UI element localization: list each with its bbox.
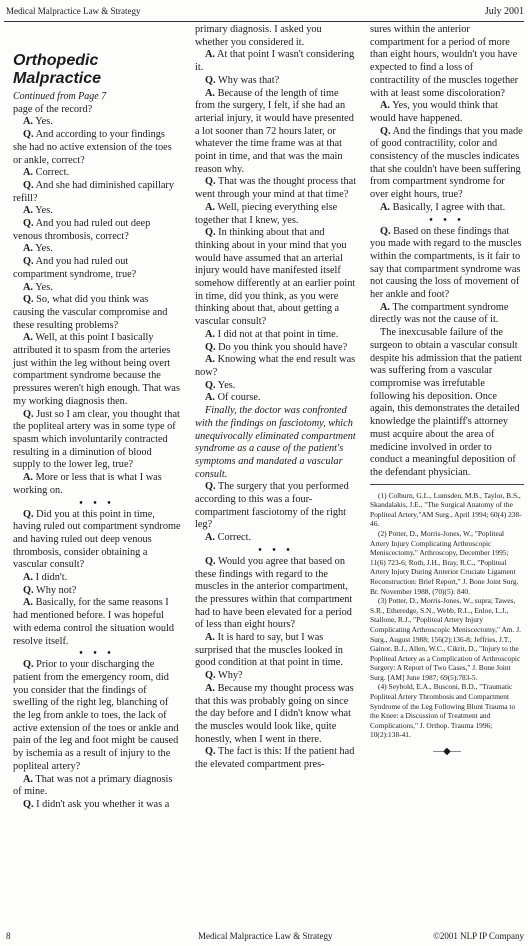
transcript-text: Just so I am clear, you thought that the popliteal artery was in some type of spasm which involuntarily contracted resulting in a diminution of blood supply to the lower leg, true?: [13, 408, 180, 471]
column-2-body: [195, 24, 357, 772]
transcript-line: [13, 167, 181, 180]
transcript-line: [13, 332, 181, 408]
transcript-line: [195, 380, 357, 393]
transcript-line: [195, 532, 357, 545]
speaker-label: A.: [205, 328, 216, 340]
running-header-publication: Medical Malpractice Law & Strategy: [6, 6, 141, 16]
continued-text: primary diagnosis. I asked you whether you considered it.: [195, 24, 322, 48]
transcript-line: [195, 49, 357, 74]
transcript-text: And she had diminished capillary refill?: [13, 179, 175, 204]
transcript-line: [370, 100, 524, 125]
transcript-text: More or less that is what I was working on.: [13, 472, 162, 496]
speaker-label: A.: [23, 205, 34, 217]
transcript-text: Basically, I agree with that.: [392, 201, 506, 213]
end-mark: —◆—: [433, 746, 461, 758]
transcript-text: And the findings that you made of good contractility, color and consistency of the muscles indicates that she couldn't have been suffering from compartment syndrome for over eight hours, true?: [370, 125, 523, 201]
transcript-line: [13, 218, 181, 243]
endnote: (2) Potter, D., Morris-Jones, W., "Popliteal Artery Injury Complicating Arthroscopic Meniscectomy," Arthroscopy, December 1995; 11(6) 723-6; Roth, J.H., Bray, R.C., "Popliteal Artery Injury During Anterior Cruciate Ligament Reconstruction: Brief Report," J. Bone Joint Surg. Br. November 1988, (70)(5): 840.: [370, 528, 519, 596]
transcript-text: Well, at this point I basically attributed it to spasm from the arteries just within the leg without being overt compartment syndrome because the pressures weren't high enough. That was my working diagnosis then.: [13, 332, 180, 407]
transcript-text: And you had ruled out deep venous thrombosis, correct?: [13, 218, 151, 242]
transcript-text: Prior to your discharging the patient from the emergency room, did you consider that the findings of swelling of the right leg, blanching of the leg from ankle to toes, the lack of active extension of the toes or ankle and pain of the leg and foot might be caused by ischemia as a result of injury to the popliteal artery?: [13, 659, 179, 772]
continued-text: sures within the anterior compartment for a period of more than eight hours, wouldn't you have expected to find a loss of contractility of the muscles together with at least some discoloration?: [370, 24, 519, 99]
footer-publication: Medical Malpractice Law & Strategy: [198, 931, 333, 941]
transcript-line: [195, 392, 357, 405]
notes-divider: [370, 484, 524, 485]
transcript-text: Yes.: [217, 379, 236, 391]
transcript-text: The fact is this: If the patient had the elevated compartment pres-: [195, 746, 355, 771]
column-2: [195, 24, 357, 772]
transcript-line: [195, 227, 357, 329]
transcript-text: Yes.: [35, 243, 53, 255]
transcript-line: [195, 202, 357, 227]
transcript-text: I didn't ask you whether it was a: [36, 798, 170, 810]
speaker-label: A.: [205, 532, 216, 544]
transcript-line: [13, 509, 181, 573]
transcript-line: [13, 572, 181, 585]
endnotes: [370, 491, 524, 740]
transcript-line: [13, 659, 181, 773]
column-1: [13, 24, 181, 812]
transcript-line: [13, 597, 181, 648]
transcript-line: [195, 329, 357, 342]
transcript-line: [13, 774, 181, 799]
transcript-line: [370, 302, 524, 327]
transcript-line: [13, 282, 181, 295]
transcript-text: Correct.: [35, 167, 70, 179]
speaker-label: Q.: [23, 508, 34, 520]
speaker-label: Q.: [205, 481, 216, 493]
transcript-text: So, what did you think was causing the vascular compromise and these resulting problems?: [13, 294, 168, 331]
speaker-label: Q.: [380, 225, 391, 237]
speaker-label: Q.: [205, 555, 216, 567]
transcript-text: In thinking about that and thinking about in your mind that you would have assumed that an arterial injury would have manifested itself somehow differently at an earlier point in time, did you think, as you were thinking about that, about getting a vascular consult?: [195, 227, 356, 328]
article-title: Orthopedic Malpractice: [13, 52, 102, 87]
footer-copyright: ©2001 NLP IP Company: [433, 931, 524, 941]
speaker-label: Q.: [205, 670, 216, 682]
speaker-label: Q.: [205, 176, 216, 188]
transcript-line: [13, 205, 181, 218]
transcript-text: Of course.: [217, 392, 261, 404]
speaker-label: A.: [380, 301, 391, 313]
transcript-line: [370, 226, 524, 302]
speaker-label: Q.: [23, 659, 34, 671]
transcript-text: Because my thought process was that this was probably going on since the day before and I didn't know what the muscles would look like, quite honestly, when I went in there.: [195, 682, 354, 745]
narrative-paragraph: Finally, the doctor was confronted with the findings on fasciotomy, which unequivocally eliminated compartment syndrome as a cause of the patient's symptoms and mandated a vascular consult.: [195, 405, 356, 480]
speaker-label: A.: [23, 597, 34, 609]
speaker-label: Q.: [380, 125, 391, 137]
transcript-text: Why was that?: [217, 74, 280, 86]
transcript-line: [195, 342, 357, 355]
transcript-line: [195, 670, 357, 683]
speaker-label: A.: [23, 472, 34, 484]
transcript-line: [195, 556, 357, 632]
speaker-label: A.: [205, 354, 216, 366]
transcript-text: Yes, you would think that would have happened.: [370, 100, 498, 124]
speaker-label: A.: [205, 632, 216, 644]
transcript-line: [13, 799, 181, 812]
endnote: (3) Potter, D., Morris-Jones, W., supra; Tawes, S.R., Etheredge, S.N., Webb, R.L., Enloe, L.J., Stallone, R.J., "Popliteal Artery Injury Complicating Arthroscopic Meniscectomy," Am. J. Surg., August 1988; 156(2):136-8; Jeffries, J.T., Gainor, B.J., Allen, W.C., Cikrit, D., "Injury to the Popliteal Artery as a Complication of Arthroscopic Surgery: A Report of Two Cases," J. Bone Joint Surg. [AM] June 1987; 69(5):783-5.: [370, 596, 521, 682]
continued-line: Continued from Page 7: [13, 91, 107, 102]
transcript-line: [13, 180, 181, 205]
speaker-label: Q.: [23, 179, 34, 191]
speaker-label: A.: [23, 572, 34, 584]
transcript-text: And according to your findings she had no active extension of the toes or ankle, correct?: [13, 129, 172, 166]
speaker-label: A.: [23, 116, 34, 128]
column-3-body: [370, 24, 524, 480]
transcript-line: [13, 116, 181, 129]
speaker-label: A.: [380, 201, 391, 213]
transcript-text: Yes.: [35, 281, 53, 293]
narrative-paragraph: The inexcusable failure of the surgeon to obtain a vascular consult despite his admission that the patient was suffering from a vascular compromise was irrefutable following his deposition. Once again, this demonstrates the detailed knowledge the plaintiff's attorney must acquire about the area of medicine involved in order to conduct a meaningful deposition of the defendant physician.: [370, 327, 522, 478]
transcript-text: Based on these findings that you made with regard to the muscles within the compartments, is it fair to say that compartment syndrome was not causing the loss of movement of her ankle and foot?: [370, 225, 522, 301]
speaker-label: A.: [23, 167, 34, 179]
speaker-label: Q.: [205, 74, 216, 86]
transcript-text: Why?: [217, 670, 243, 682]
transcript-line: [13, 129, 181, 167]
speaker-label: A.: [23, 243, 34, 255]
speaker-label: A.: [380, 100, 391, 112]
speaker-label: A.: [23, 773, 34, 785]
speaker-label: Q.: [205, 379, 216, 391]
transcript-text: Yes.: [35, 116, 53, 128]
transcript-text: And you had ruled out compartment syndrome, true?: [13, 256, 137, 280]
transcript-line: [195, 683, 357, 747]
transcript-text: The compartment syndrome directly was not the cause of it.: [370, 301, 509, 326]
transcript-line: [195, 354, 357, 379]
transcript-text: Knowing what the end result was now?: [195, 354, 356, 378]
transcript-line: [13, 409, 181, 473]
speaker-label: A.: [23, 281, 34, 293]
continued-text: page of the record?: [13, 103, 93, 115]
speaker-label: A.: [205, 201, 216, 213]
transcript-line: [195, 176, 357, 201]
transcript-text: Do you think you should have?: [218, 341, 348, 353]
speaker-label: Q.: [23, 218, 34, 230]
speaker-label: A.: [205, 392, 216, 404]
transcript-line: [13, 472, 181, 497]
page-number: 8: [6, 931, 11, 941]
endnote: (1) Colburn, G.L., Lumsden, M.B., Taylor, B.S., Skandalakis, J.E., "The Surgical Anatomy of the Popliteal Artery,"AM Surg., April 1994; 60(4) 238-46.: [370, 490, 522, 529]
transcript-text: Basically, for the same reasons I had mentioned before. I was hopeful with edema control the situation would resolve itself.: [13, 597, 174, 647]
section-break: • • •: [429, 214, 465, 226]
header-rule: [4, 21, 524, 22]
transcript-text: Yes.: [35, 205, 53, 217]
transcript-text: Because of the length of time from the surgery, I felt, if she had an arterial injury, it would have presented a lot sooner than 72 hours later, or whatever the time frame was at that point in time, and that was the main reason why.: [195, 87, 354, 175]
speaker-label: Q.: [23, 129, 34, 141]
speaker-label: Q.: [23, 584, 34, 596]
transcript-text: I didn't.: [35, 572, 68, 584]
speaker-label: Q.: [23, 294, 34, 306]
transcript-line: [13, 294, 181, 332]
transcript-text: Would you agree that based on these findings with regard to the muscles in the anterior compartment, the pressures within that compartment had to have been elevated for a period of less than eight hours?: [195, 555, 353, 631]
column-1-body: [13, 104, 181, 812]
column-3: [370, 24, 524, 759]
speaker-label: Q.: [23, 256, 34, 268]
speaker-label: Q.: [205, 746, 216, 758]
transcript-text: Did you at this point in time, having ruled out compartment syndrome and having ruled out deep venous thrombosis, consider obtaining a vascular consult?: [13, 508, 181, 571]
transcript-text: At that point I wasn't considering it.: [195, 49, 355, 74]
speaker-label: Q.: [23, 798, 34, 810]
speaker-label: Q.: [205, 341, 216, 353]
section-break: • • •: [258, 544, 294, 556]
section-break: • • •: [79, 648, 115, 660]
running-header-date: July 2001: [484, 6, 524, 17]
transcript-line: [195, 88, 357, 177]
transcript-line: [13, 585, 181, 598]
speaker-label: A.: [205, 682, 216, 694]
transcript-text: Why not?: [35, 584, 77, 596]
speaker-label: A.: [205, 49, 216, 61]
transcript-line: [195, 75, 357, 88]
speaker-label: Q.: [23, 408, 34, 420]
section-break: • • •: [79, 497, 115, 509]
transcript-text: That was not a primary diagnosis of mine.: [13, 773, 173, 798]
transcript-text: That was the thought process that went through your mind at that time?: [195, 176, 357, 201]
transcript-line: [13, 243, 181, 256]
transcript-text: The surgery that you performed according to this was a four-compartment fasciotomy of the right leg?: [195, 481, 349, 531]
speaker-label: A.: [23, 332, 34, 344]
transcript-text: It is hard to say, but I was surprised that the muscles looked in good condition at that point in time.: [195, 632, 343, 669]
transcript-line: [370, 202, 524, 215]
speaker-label: A.: [205, 87, 216, 99]
transcript-line: [195, 481, 357, 532]
transcript-text: I did not at that point in time.: [217, 328, 339, 340]
transcript-line: [195, 632, 357, 670]
speaker-label: Q.: [205, 227, 216, 239]
transcript-line: [13, 256, 181, 281]
transcript-text: Correct.: [217, 532, 252, 544]
transcript-line: [195, 746, 357, 771]
transcript-line: [370, 126, 524, 202]
transcript-text: Well, piecing everything else together that I knew, yes.: [195, 201, 338, 226]
endnote: (4) Seybold, E.A., Busconi, B.D., "Traumatic Popliteal Artery Thrombosis and Compartment Syndrome of the Leg Following Blunt Trauma to the Knee: a Discussion of Treatment and Complications," J. Orthop. Trauma 1996; 10(2):138-41.: [370, 682, 516, 740]
